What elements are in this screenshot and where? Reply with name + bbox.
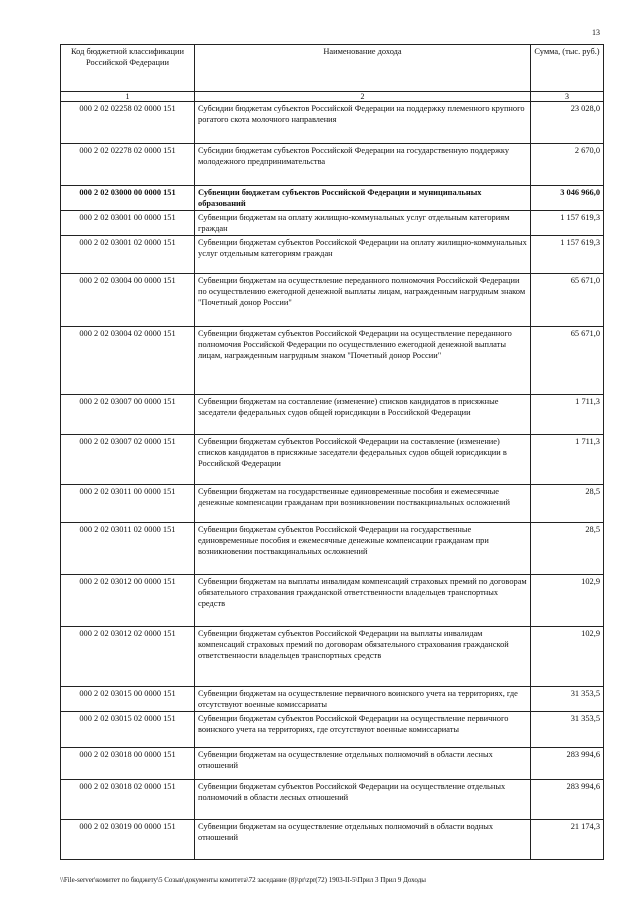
- column-number: 2: [195, 92, 531, 102]
- table-row: [61, 780, 604, 820]
- row-sum: 1 157 619,3: [531, 236, 604, 274]
- header-sum: Сумма, (тыс. руб.): [531, 45, 604, 92]
- row-sum: 3 046 966,0: [531, 186, 604, 211]
- row-sum: 283 994,6: [531, 780, 604, 820]
- row-name: Субвенции бюджетам на осуществление отдельных полномочий в области водных отношений: [195, 820, 531, 860]
- table-header-row: [61, 45, 604, 92]
- row-name: Субвенции бюджетам субъектов Российской Федерации на осуществление отдельных полномочий в области лесных отношений: [195, 780, 531, 820]
- row-code: 000 2 02 03015 02 0000 151: [61, 712, 195, 748]
- table-row: [61, 186, 604, 211]
- table-row: [61, 395, 604, 435]
- row-sum: 65 671,0: [531, 274, 604, 327]
- row-name: Субвенции бюджетам субъектов Российской Федерации на оплату жилищно-коммунальных услуг отдельным категориям граждан: [195, 236, 531, 274]
- row-name: Субвенции бюджетам на осуществление отдельных полномочий в области лесных отношений: [195, 748, 531, 780]
- row-name: Субвенции бюджетам на составление (изменение) списков кандидатов в присяжные заседатели федеральных судов общей юрисдикции в Российской Федерации: [195, 395, 531, 435]
- row-code: 000 2 02 03007 02 0000 151: [61, 435, 195, 485]
- row-code: 000 2 02 03004 02 0000 151: [61, 327, 195, 395]
- column-number: 3: [531, 92, 604, 102]
- table-row: [61, 274, 604, 327]
- row-name: Субвенции бюджетам на государственные единовременные пособия и ежемесячные денежные компенсации гражданам при возникновении поствакцинальных осложнений: [195, 485, 531, 523]
- column-number-row: [61, 92, 604, 102]
- row-name: Субвенции бюджетам на выплаты инвалидам компенсаций страховых премий по договорам обязательного страхования гражданской ответственности владельцев транспортных средств: [195, 575, 531, 627]
- row-sum: 1 711,3: [531, 395, 604, 435]
- row-name: Субвенции бюджетам на осуществление первичного воинского учета на территориях, где отсутствуют военные комиссариаты: [195, 687, 531, 712]
- table-row: [61, 712, 604, 748]
- row-code: 000 2 02 02278 02 0000 151: [61, 144, 195, 186]
- row-code: 000 2 02 03018 00 0000 151: [61, 748, 195, 780]
- table-row: [61, 575, 604, 627]
- row-sum: 28,5: [531, 485, 604, 523]
- row-name: Субсидии бюджетам субъектов Российской Федерации на поддержку племенного крупного рогатого скота молочного направления: [195, 102, 531, 144]
- row-code: 000 2 02 03004 00 0000 151: [61, 274, 195, 327]
- table-row: [61, 687, 604, 712]
- row-code: 000 2 02 03012 02 0000 151: [61, 627, 195, 687]
- row-code: 000 2 02 03011 02 0000 151: [61, 523, 195, 575]
- row-sum: 102,9: [531, 627, 604, 687]
- row-name: Субвенции бюджетам субъектов Российской Федерации на выплаты инвалидам компенсаций страховых премий по договорам обязательного страхования гражданской ответственности владельцев транспортных средств: [195, 627, 531, 687]
- row-name: Субвенции бюджетам субъектов Российской Федерации на осуществление переданного полномочия Российской Федерации по осуществлению ежегодной денежной выплаты лицам, награжденным нагрудным знаком "Почетный донор России": [195, 327, 531, 395]
- row-name: Субвенции бюджетам субъектов Российской Федерации на осуществление первичного воинского учета на территориях, где отсутствуют военные комиссариаты: [195, 712, 531, 748]
- row-code: 000 2 02 03001 00 0000 151: [61, 211, 195, 236]
- row-name: Субсидии бюджетам субъектов Российской Федерации на государственную поддержку молодежного предпринимательства: [195, 144, 531, 186]
- footer-file-path: \\File-server\комитет по бюджету\5 Созыв\документы комитета\72 заседание (8)\pr\zpr(72) 1903-II-5\Прил 3 Прил 9 Доходы: [60, 876, 426, 884]
- table-row: [61, 236, 604, 274]
- page-number: 13: [592, 28, 600, 37]
- row-name: Субвенции бюджетам на оплату жилищно-коммунальных услуг отдельным категориям граждан: [195, 211, 531, 236]
- row-code: 000 2 02 03012 00 0000 151: [61, 575, 195, 627]
- row-sum: 65 671,0: [531, 327, 604, 395]
- table-row: [61, 748, 604, 780]
- table-row: [61, 211, 604, 236]
- row-sum: 2 670,0: [531, 144, 604, 186]
- table-row: [61, 144, 604, 186]
- table-row: [61, 820, 604, 860]
- column-number: 1: [61, 92, 195, 102]
- table-row: [61, 327, 604, 395]
- row-code: 000 2 02 03001 02 0000 151: [61, 236, 195, 274]
- row-code: 000 2 02 02258 02 0000 151: [61, 102, 195, 144]
- header-name: Наименование дохода: [195, 45, 531, 92]
- row-sum: 31 353,5: [531, 687, 604, 712]
- table-row: [61, 435, 604, 485]
- row-code: 000 2 02 03000 00 0000 151: [61, 186, 195, 211]
- row-name: Субвенции бюджетам субъектов Российской Федерации на составление (изменение) списков кандидатов в присяжные заседатели федеральных судов общей юрисдикции в Российской Федерации: [195, 435, 531, 485]
- table-row: [61, 523, 604, 575]
- row-sum: 283 994,6: [531, 748, 604, 780]
- row-sum: 102,9: [531, 575, 604, 627]
- table-row: [61, 485, 604, 523]
- row-code: 000 2 02 03011 00 0000 151: [61, 485, 195, 523]
- row-code: 000 2 02 03019 00 0000 151: [61, 820, 195, 860]
- row-name: Субвенции бюджетам субъектов Российской Федерации на государственные единовременные пособия и ежемесячные денежные компенсации гражданам при возникновении поствакцинальных осложнений: [195, 523, 531, 575]
- row-code: 000 2 02 03007 00 0000 151: [61, 395, 195, 435]
- revenue-table: [60, 44, 604, 860]
- row-sum: 31 353,5: [531, 712, 604, 748]
- table-row: [61, 102, 604, 144]
- row-sum: 23 028,0: [531, 102, 604, 144]
- table-row: [61, 627, 604, 687]
- row-name: Субвенции бюджетам субъектов Российской Федерации и муниципальных образований: [195, 186, 531, 211]
- row-code: 000 2 02 03018 02 0000 151: [61, 780, 195, 820]
- row-sum: 1 157 619,3: [531, 211, 604, 236]
- header-code: Код бюджетной классификации Российской Федерации: [61, 45, 195, 92]
- row-code: 000 2 02 03015 00 0000 151: [61, 687, 195, 712]
- row-sum: 1 711,3: [531, 435, 604, 485]
- row-name: Субвенции бюджетам на осуществление переданного полномочия Российской Федерации по осуществлению ежегодной денежной выплаты лицам, награжденным нагрудным знаком "Почетный донор России": [195, 274, 531, 327]
- row-sum: 28,5: [531, 523, 604, 575]
- row-sum: 21 174,3: [531, 820, 604, 860]
